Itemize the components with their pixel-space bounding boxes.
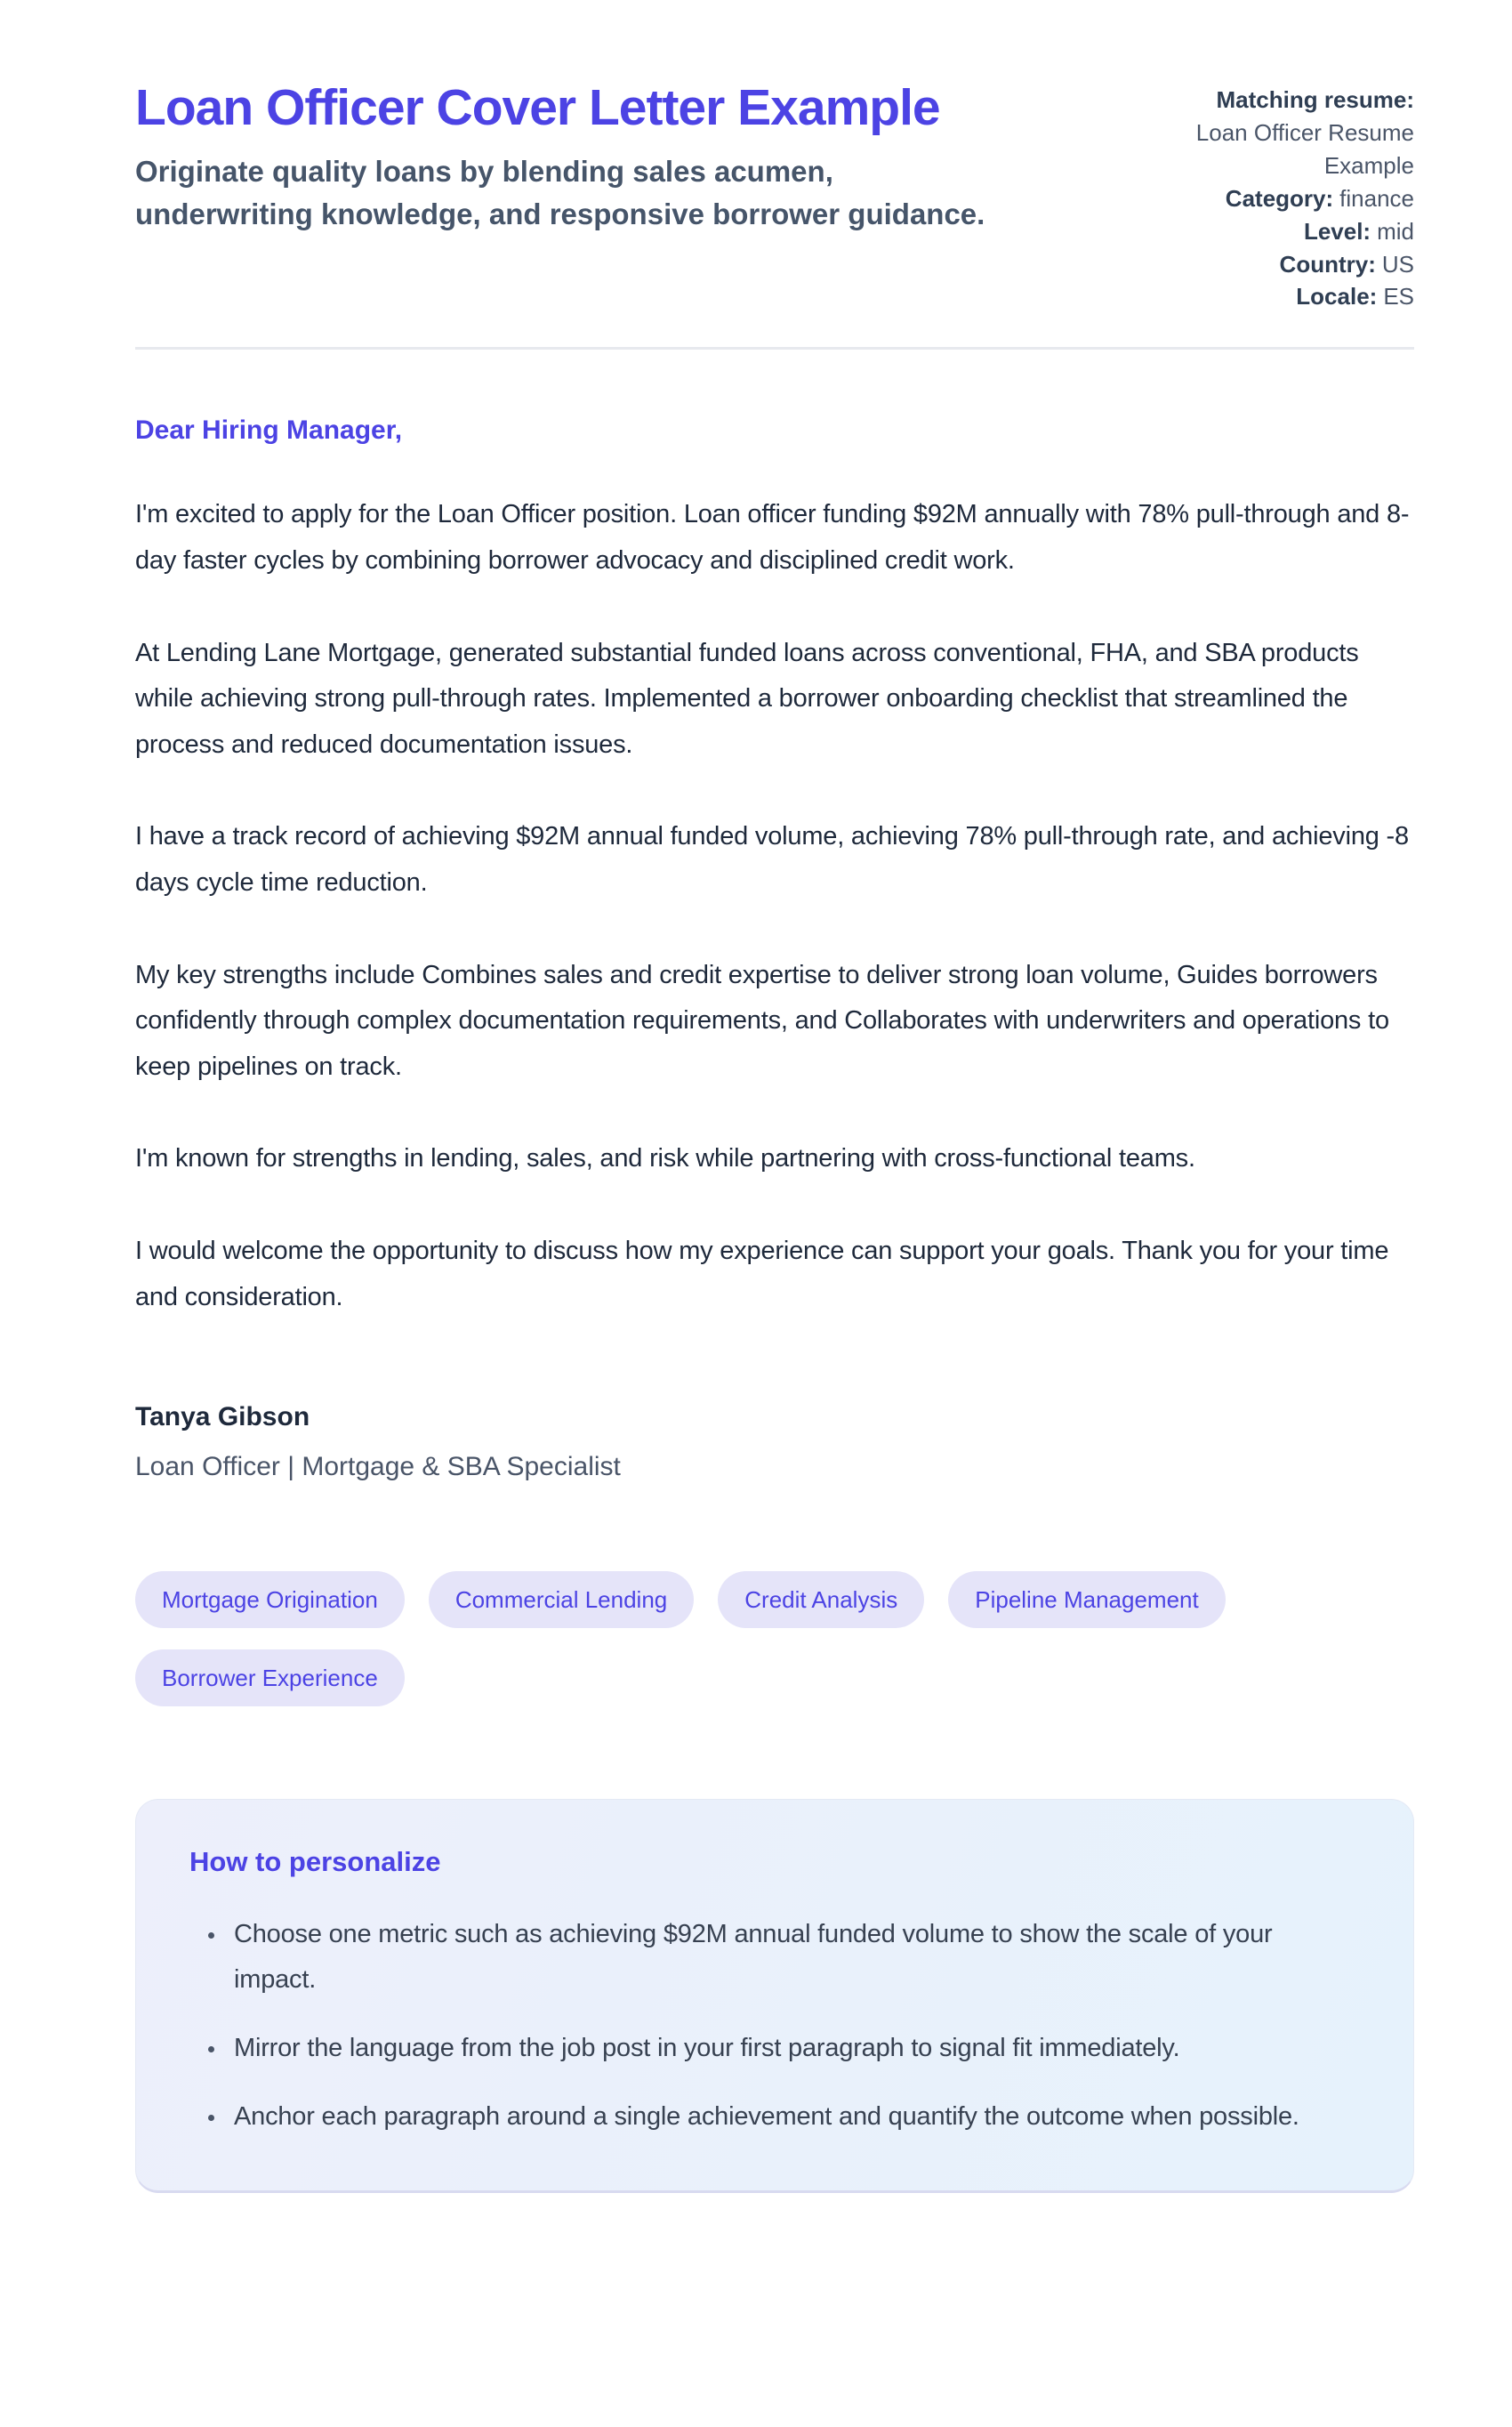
header-title-block — [135, 78, 989, 236]
letter-body — [135, 415, 1414, 2193]
signature-role: Loan Officer | Mortgage & SBA Specialist — [135, 1452, 621, 1482]
page-subtitle: Originate quality loans by blending sales acumen, underwriting knowledge, and responsive borrower guidance. — [135, 155, 985, 231]
meta-level — [1107, 215, 1414, 248]
signature-name: Tanya Gibson — [135, 1402, 310, 1432]
personalize-tip-1: • Choose one metric such as achieving $92M annual funded volume to show the scale of your impact. — [227, 1912, 1360, 2003]
letter-paragraph-1: I'm excited to apply for the Loan Officer position. Loan officer funding $92M annually with 78% pull-through and 8-day faster cycles by combining borrower advocacy and disciplined credit work. — [135, 500, 1410, 575]
meta-locale — [1107, 280, 1414, 313]
skill-tag-borrower-experience: Borrower Experience — [135, 1649, 405, 1706]
letter-paragraph-4: My key strengths include Combines sales and credit expertise to deliver strong loan volume, Guides borrowers confidently through complex documentation requirements, and Collaborates with underwriters and operations to keep pipelines on track. — [135, 960, 1389, 1081]
personalize-title: How to personalize — [189, 1846, 441, 1878]
header-divider — [135, 347, 1414, 350]
personalize-tip-2: • Mirror the language from the job post in your first paragraph to signal fit immediately. — [227, 2026, 1360, 2071]
skill-tags — [135, 1571, 1291, 1706]
level-label: Level: — [1303, 217, 1371, 245]
category-label: Category: — [1225, 184, 1334, 212]
personalize-tip-list — [189, 1912, 1360, 2139]
level-value: mid — [1377, 217, 1414, 245]
matching-resume-value: Loan Officer Resume Example — [1195, 118, 1414, 179]
meta-country — [1107, 248, 1414, 281]
country-value: US — [1381, 250, 1414, 278]
skill-tag-credit-analysis: Credit Analysis — [718, 1571, 924, 1628]
greeting: Dear Hiring Manager, — [135, 415, 403, 446]
meta-matching-resume — [1107, 84, 1414, 182]
personalize-tip-3: • Anchor each paragraph around a single achievement and quantify the outcome when possible. — [227, 2094, 1360, 2140]
locale-value: ES — [1383, 283, 1414, 310]
locale-label: Locale: — [1296, 283, 1378, 310]
skill-tag-pipeline-management: Pipeline Management — [948, 1571, 1226, 1628]
country-label: Country: — [1279, 250, 1376, 278]
personalize-box — [135, 1799, 1414, 2193]
letter-paragraph-2: At Lending Lane Mortgage, generated substantial funded loans across conventional, FHA, and SBA products while achieving strong pull-through rates. Implemented a borrower onboarding checklist that streamlined the process and reduced documentation issues. — [135, 638, 1359, 759]
matching-resume-label: Matching resume: — [1216, 86, 1414, 113]
letter-paragraph-6: I would welcome the opportunity to discuss how my experience can support your goals. Thank you for your time and consideration. — [135, 1237, 1389, 1311]
page-title: Loan Officer Cover Letter Example — [135, 79, 940, 136]
skill-tag-mortgage-origination: Mortgage Origination — [135, 1571, 405, 1628]
header — [135, 78, 1414, 313]
letter-paragraph-5: I'm known for strengths in lending, sales, and risk while partnering with cross-functional teams. — [135, 1144, 1195, 1173]
skill-tag-commercial-lending: Commercial Lending — [429, 1571, 694, 1628]
meta-category — [1107, 182, 1414, 215]
category-value: finance — [1339, 184, 1414, 212]
letter-paragraph-3: I have a track record of achieving $92M annual funded volume, achieving 78% pull-through rate, and achieving -8 days cycle time reduction. — [135, 822, 1409, 897]
meta-panel — [1107, 78, 1414, 313]
